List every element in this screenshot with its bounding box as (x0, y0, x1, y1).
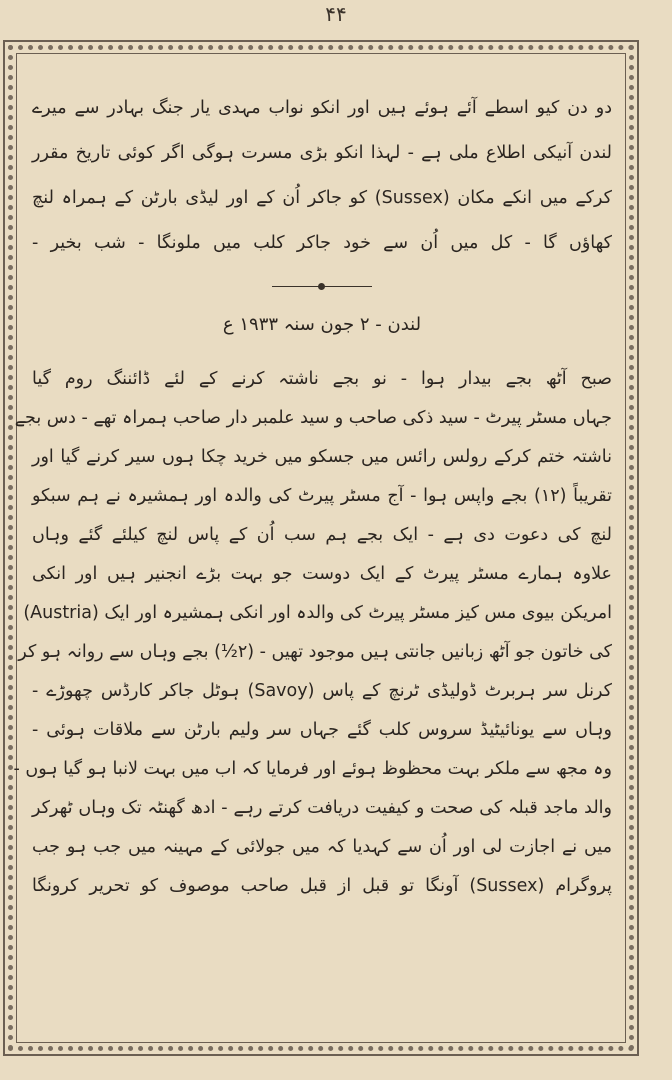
text-line: لنچ کی دعوت دی ہے - ایک بجے ہم سب اُن کے پاس لنچ کیلئے گئے وہاں (32, 525, 612, 545)
diary-date-heading: لندن - ۲ جون سنہ ۱۹۳۳ ع (222, 314, 422, 335)
text-line: تقریباً (۱۲) بجے واپس ہوا - آج مسٹر پیرٹ کی والدہ اور ہمشیرہ نے ہم سبکو (32, 486, 612, 506)
text-line: کرکے میں انکے مکان (Sussex) کو جاکر اُن کے اور لیڈی بارٹن کے ہمراہ لنچ (32, 188, 612, 208)
page-number: ۴۴ (325, 2, 347, 26)
text-line: والد ماجد قبلہ کی صحت و کیفیت دریافت کرتے رہے - ادھ گھنٹہ تک وہاں ٹھرکر (32, 798, 612, 818)
text-line: جہاں مسٹر پیرٹ - سید ذکی صاحب و سید علمبر دار صاحب ہمراہ تھے - دس بجے (14, 408, 612, 428)
section-divider (272, 280, 372, 294)
text-line: کھاؤں گا - کل میں اُن سے خود جاکر کلب میں ملونگا - شب بخیر - (32, 233, 612, 253)
text-line: ناشتہ ختم کرکے رولس رائس میں جسکو میں خرید چکا ہوں سیر کرنے گیا اور (32, 447, 612, 467)
paragraph-1 (32, 86, 612, 266)
page-content (13, 86, 612, 906)
text-line: علاوہ ہمارے مسٹر پیرٹ کے ایک دوست جو بہت بڑے انجنیر ہیں اور انکی (32, 564, 612, 584)
text-line: صبح آٹھ بجے بیدار ہوا - نو بجے ناشتہ کرنے کے لئے ڈائننگ روم گیا (32, 369, 612, 389)
text-line: وہ مجھ سے ملکر بہت محظوظ ہوئے اور فرمایا کہ اب میں بہت لانبا ہو گیا ہوں - (13, 759, 612, 779)
text-line: میں نے اجازت لی اور اُن سے کہدیا کہ میں جولائی کے مہینہ میں جب ہو جب (32, 837, 612, 857)
text-line: دو دن کیو اسطے آئے ہوئے ہیں اور انکو نواب مہدی یار جنگ بہادر سے میرے (32, 98, 612, 118)
divider-dot (318, 283, 325, 290)
text-line: کی خاتون جو آٹھ زبانیں جانتی ہیں موجود تھیں - (۲½) بجے وہاں سے روانہ ہو کر (18, 642, 612, 662)
text-line: پروگرام (Sussex) آونگا تو قبل از قبل صاحب موصوف کو تحریر کرونگا (32, 876, 612, 896)
text-line: وہاں سے یونائیٹیڈ سروس کلب گئے جہاں سر ولیم بارٹن سے ملاقات ہوئی - (32, 720, 612, 740)
text-line: امریکن بیوی مس کیز مسٹر پیرٹ کی والدہ اور انکی ہمشیرہ اور ایک (Austria) (23, 603, 612, 623)
paragraph-2 (13, 360, 612, 906)
text-line: لندن آنیکی اطلاع ملی ہے - لہذا انکو بڑی مسرت ہوگی اگر کوئی تاریخ مقرر (32, 143, 612, 163)
text-line: کرنل سر ہربرٹ ڈولیڈی ٹرنچ کے پاس (Savoy) ہوٹل جاکر کارڈس چھوڑے - (32, 681, 612, 701)
